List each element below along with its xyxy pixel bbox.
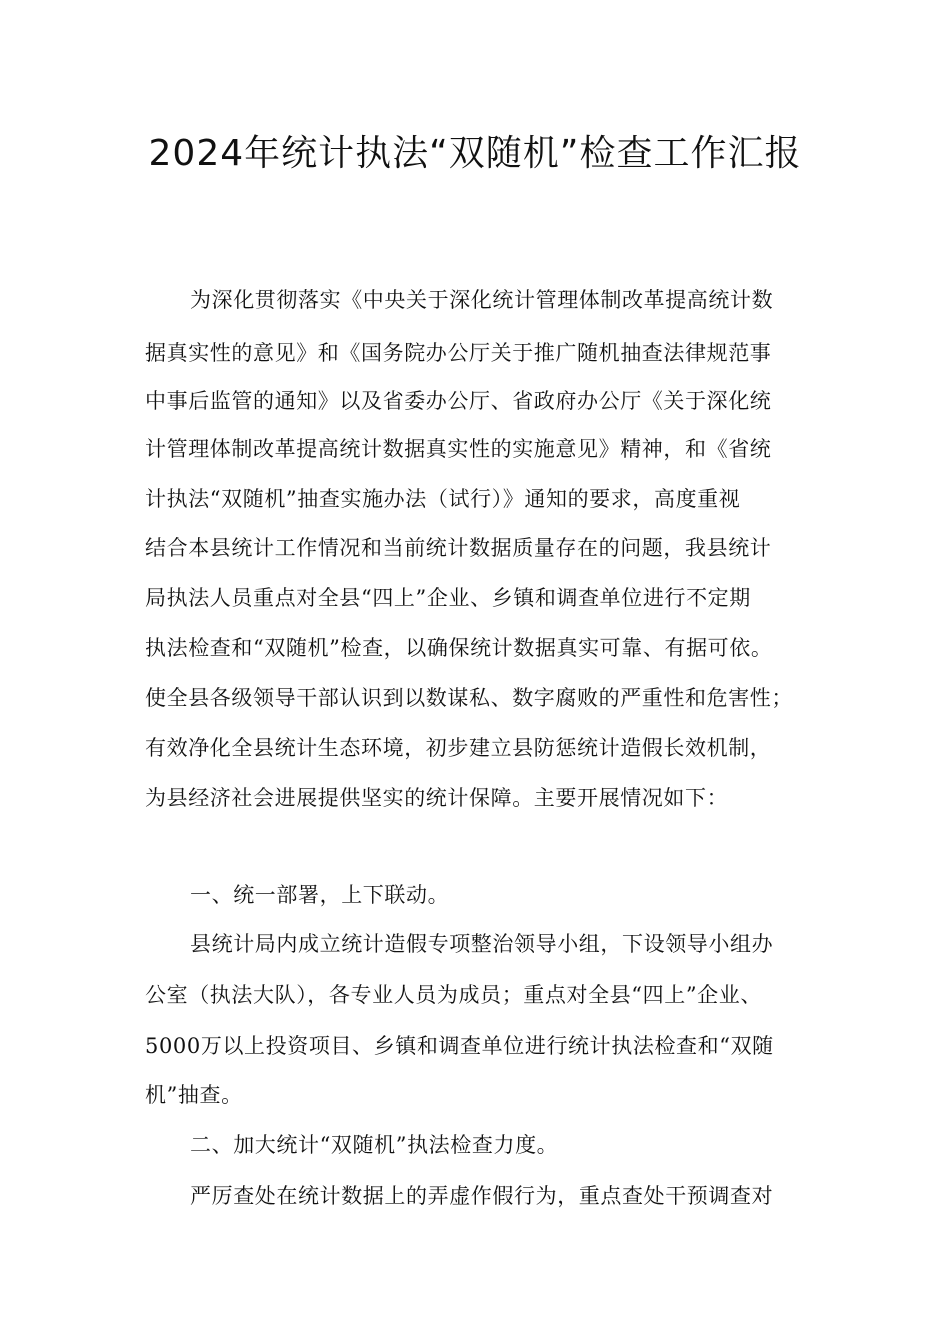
intro-line: 计管理体制改革提高统计数据真实性的实施意见》精神，和《省统 bbox=[145, 437, 772, 461]
intro-line: 局执法人员重点对全县“四上”企业、乡镇和调查单位进行不定期 bbox=[145, 586, 751, 610]
intro-line: 为深化贯彻落实《中央关于深化统计管理体制改革提高统计数 bbox=[190, 288, 774, 312]
intro-line: 中事后监管的通知》以及省委办公厅、省政府办公厅《关于深化统 bbox=[145, 389, 772, 413]
intro-line: 有效净化全县统计生态环境，初步建立县防惩统计造假长效机制， bbox=[145, 736, 772, 760]
section-heading: 二、加大统计“双随机”执法检查力度。 bbox=[190, 1133, 559, 1157]
section-line: 公室（执法大队），各专业人员为成员；重点对全县“四上”企业、 bbox=[145, 983, 762, 1007]
intro-line: 使全县各级领导干部认识到以数谋私、数字腐败的严重性和危害性； bbox=[145, 686, 793, 710]
intro-line: 为县经济社会进展提供坚实的统计保障。主要开展情况如下： bbox=[145, 786, 729, 810]
intro-line: 结合本县统计工作情况和当前统计数据质量存在的问题，我县统计 bbox=[145, 536, 772, 560]
intro-line: 执法检查和“双随机”检查，以确保统计数据真实可靠、有据可依。 bbox=[145, 636, 773, 660]
section-line: 机”抽查。 bbox=[145, 1083, 243, 1107]
section-line: 县统计局内成立统计造假专项整治领导小组，下设领导小组办 bbox=[190, 932, 774, 956]
document-title: 2024年统计执法“双随机”检查工作汇报 bbox=[148, 133, 802, 174]
section-line: 5000万以上投资项目、乡镇和调查单位进行统计执法检查和“双随 bbox=[145, 1034, 774, 1058]
section-line: 严厉查处在统计数据上的弄虚作假行为，重点查处干预调查对 bbox=[190, 1184, 774, 1208]
intro-line: 计执法“双随机”抽查实施办法（试行）》通知的要求，高度重视 bbox=[145, 487, 741, 511]
intro-line: 据真实性的意见》和《国务院办公厅关于推广随机抽查法律规范事 bbox=[145, 341, 772, 365]
section-heading: 一、统一部署，上下联动。 bbox=[190, 883, 450, 907]
